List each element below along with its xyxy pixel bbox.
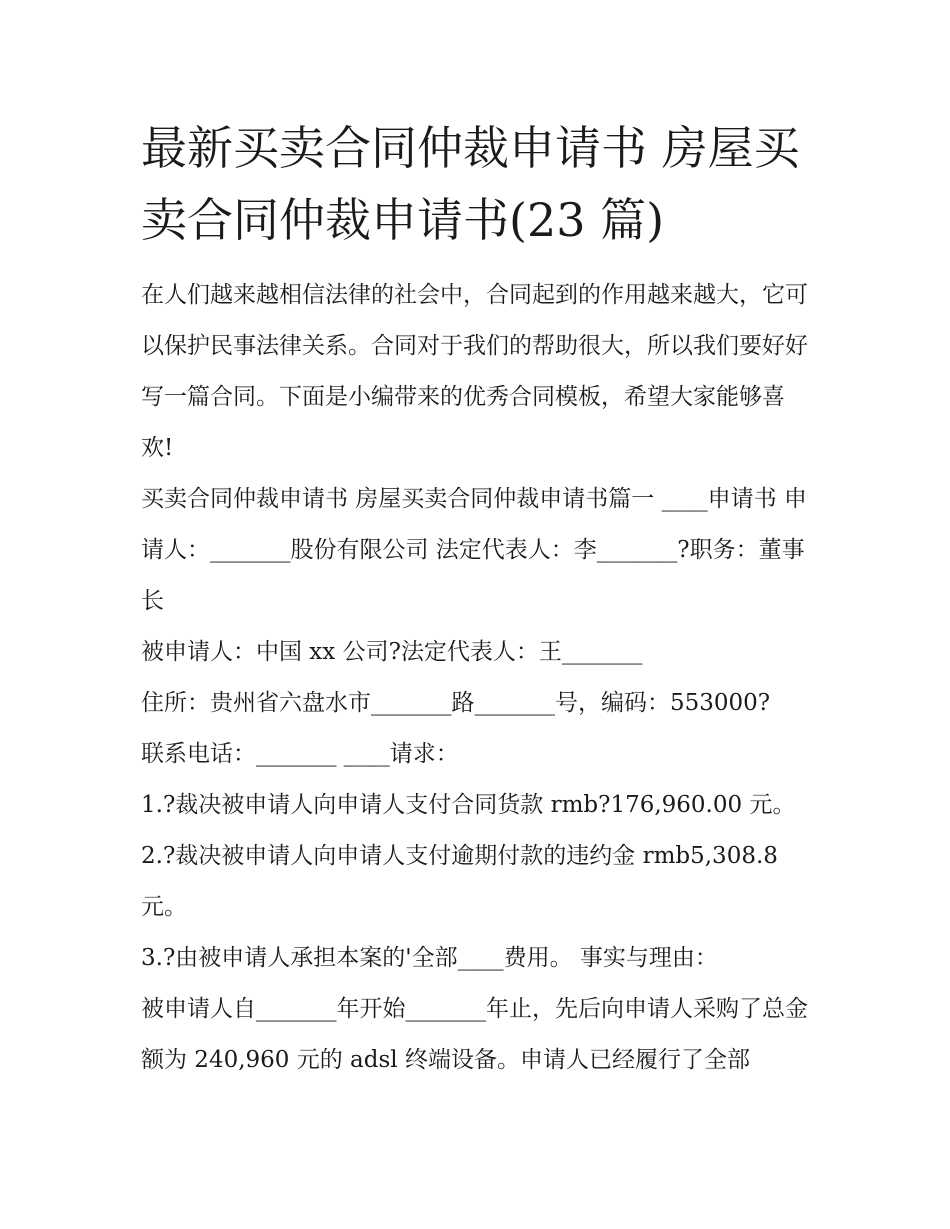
facts-paragraph: 被申请人自_______年开始_______年止，先后向申请人采购了总金额为 240,960 元的 adsl 终端设备。申请人已经履行了全部 — [141, 996, 808, 1073]
address-paragraph: 住所：贵州省六盘水市_______路_______号，编码：553000? — [141, 690, 771, 716]
intro-paragraph: 在人们越来越相信法律的社会中，合同起到的作用越来越大，它可以保护民事法律关系。合同对于我们的帮助很大，所以我们要好好写一篇合同。下面是小编带来的优秀合同模板，希望大家能够喜欢! — [141, 282, 808, 461]
document-page — [141, 112, 813, 1086]
respondent-paragraph: 被申请人：中国 xx 公司?法定代表人：王_______ — [141, 639, 643, 665]
document-body — [141, 270, 813, 1086]
request-item-2: 2.?裁决被申请人向申请人支付逾期付款的违约金 rmb5,308.8 元。 — [141, 843, 778, 920]
document-title: 最新买卖合同仲裁申请书 房屋买卖合同仲裁申请书(23 篇) — [141, 121, 800, 247]
request-item-1: 1.?裁决被申请人向申请人支付合同货款 rmb?176,960.00 元。 — [141, 792, 796, 818]
section-heading-paragraph: 买卖合同仲裁申请书 房屋买卖合同仲裁申请书篇一 ____申请书 申请人：_______股份有限公司 法定代表人：李_______?职务：董事长 — [141, 486, 807, 614]
phone-request-paragraph: 联系电话：_______ ____请求： — [141, 741, 459, 767]
request-item-3: 3.?由被申请人承担本案的'全部____费用。 事实与理由： — [141, 945, 718, 971]
